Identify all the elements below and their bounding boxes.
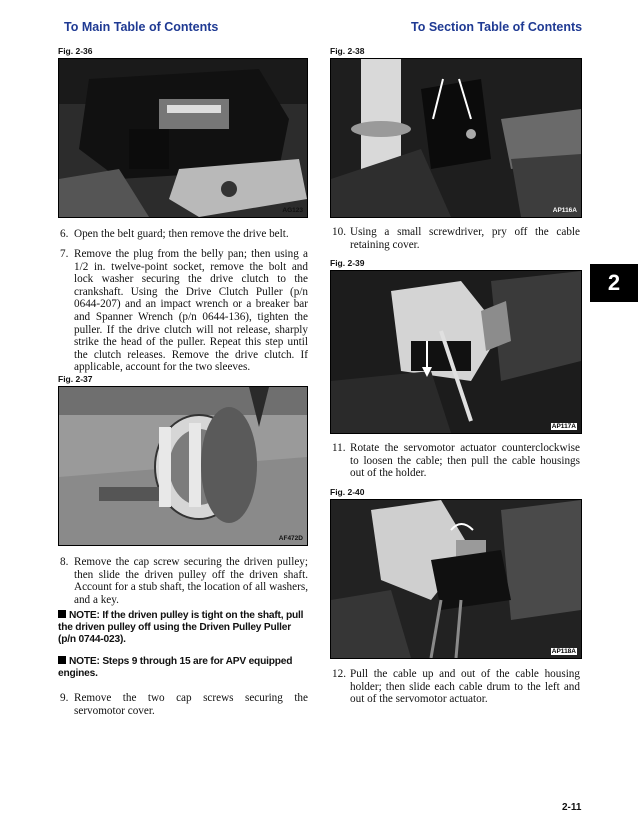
- fig-2-39-label: Fig. 2-39: [330, 258, 365, 268]
- step-10-number: 10.: [332, 226, 346, 238]
- fig-2-36-photo: [58, 58, 308, 218]
- fig-2-38-code: AP116A: [552, 207, 577, 214]
- fig-2-39-photo: [330, 270, 582, 434]
- note-apv: [58, 656, 308, 680]
- fig-2-37-photo: [58, 386, 308, 546]
- section-tab: 2: [590, 264, 638, 302]
- page-number: 2-11: [562, 802, 582, 813]
- step-10-text: Using a small screwdriver, pry off the cable retaining cover.: [350, 226, 580, 251]
- note-square-icon: [58, 610, 66, 618]
- step-12-number: 12.: [332, 668, 346, 680]
- step-8-text: Remove the cap screw securing the driven pulley; then slide the driven pulley off the driven shaft. Account for a stub shaft, the location of all washers, and a key.: [74, 556, 308, 606]
- step-11-number: 11.: [332, 442, 346, 454]
- fig-2-36-label: Fig. 2-36: [58, 46, 93, 56]
- note-driven-pulley-text: NOTE: If the driven pulley is tight on the shaft, pull the driven pulley off using the Driven Pulley Puller (p/n 0744-023).: [58, 610, 304, 645]
- fig-2-40-code: AP118A: [551, 648, 576, 655]
- fig-2-38-label: Fig. 2-38: [330, 46, 365, 56]
- step-11-text: Rotate the servomotor actuator counterclockwise to loosen the cable; then pull the cable housings out of the holder.: [350, 442, 580, 480]
- fig-2-38-photo: [330, 58, 582, 218]
- section-toc-link[interactable]: To Section Table of Contents: [411, 20, 583, 34]
- note-driven-pulley: [58, 610, 308, 646]
- note-square-icon: [58, 656, 66, 664]
- note-apv-text: NOTE: Steps 9 through 15 are for APV equipped engines.: [58, 656, 293, 679]
- step-8: [60, 556, 308, 606]
- step-10: [332, 226, 580, 251]
- step-12: [332, 668, 580, 706]
- fig-2-39-code: AP117A: [551, 423, 576, 430]
- step-9: [60, 692, 308, 717]
- fig-2-40-label: Fig. 2-40: [330, 487, 365, 497]
- fig-2-36-code: AG123: [282, 207, 303, 214]
- step-6: [60, 228, 308, 241]
- step-7-text: Remove the plug from the belly pan; then using a 1/2 in. twelve-point socket, remove the bolt and lock washer securing the drive clutch to the crankshaft. Using the Drive Clutch Puller (p/n 0644-207) and an impact wrench or a breaker bar and Spanner Wrench (p/n 0644-136), tighten the puller. If the drive clutch will not release, sharply strike the head of the puller. Repeat this step until the clutch releases. Remove the drive clutch. If applicable, account for the two sleeves.: [74, 248, 308, 374]
- step-7: [60, 248, 308, 374]
- fig-2-40-photo: [330, 499, 582, 659]
- step-6-text: Open the belt guard; then remove the drive belt.: [74, 228, 289, 240]
- fig-2-37-label: Fig. 2-37: [58, 374, 93, 384]
- step-8-number: 8.: [60, 556, 69, 568]
- step-9-text: Remove the two cap screws securing the servomotor cover.: [74, 692, 308, 717]
- step-11: [332, 442, 580, 480]
- main-toc-link[interactable]: To Main Table of Contents: [64, 20, 219, 34]
- step-7-number: 7.: [60, 248, 69, 260]
- step-12-text: Pull the cable up and out of the cable housing holder; then slide each cable drum to the left and out of the servomotor actuator.: [350, 668, 580, 706]
- step-9-number: 9.: [60, 692, 69, 704]
- fig-2-37-code: AF472D: [278, 535, 303, 542]
- step-6-number: 6.: [60, 228, 69, 240]
